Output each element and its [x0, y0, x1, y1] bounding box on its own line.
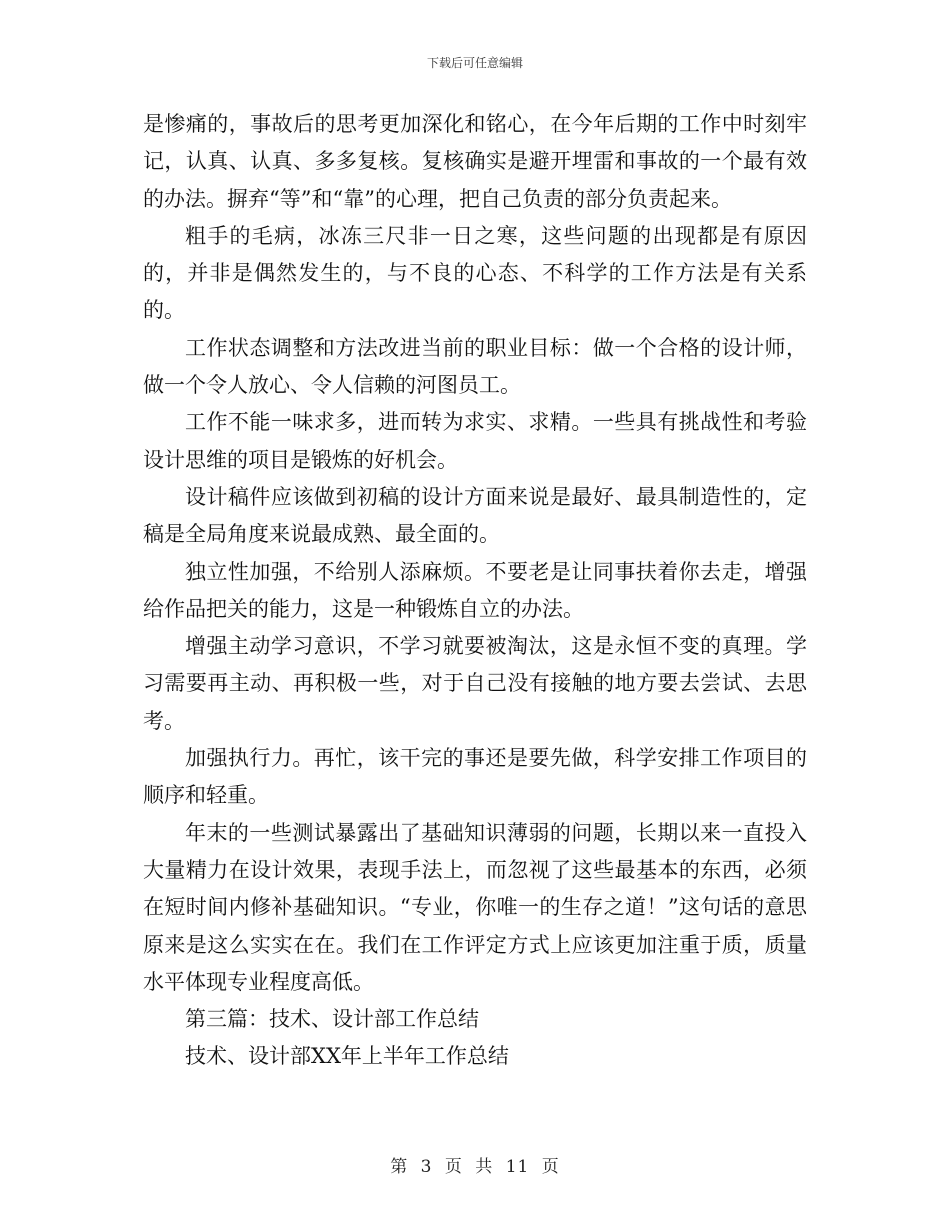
page-header: 下载后可任意编辑: [426, 56, 523, 70]
paragraph-8: 加强执行力。再忙，该干完的事还是要先做，科学安排工作项目的顺序和轻重。: [143, 746, 807, 808]
paragraph-9: 年末的一些测试暴露出了基础知识薄弱的问题，长期以来一直投入大量精力在设计效果，表现手法上，而忽视了这些最基本的东西，必须在短时间内修补基础知识。“专业，你唯一的生存之道！”这句话的意思原来是这么实实在在。我们在工作评定方式上应该更加注重于质，质量水平体现专业程度高低。: [143, 820, 807, 994]
page-number-footer: 第 3 页 共 11 页: [390, 1157, 560, 1177]
paragraph-2: 粗手的毛病，冰冻三尺非一日之寒，这些问题的出现都是有原因的，并非是偶然发生的，与不良的心态、不科学的工作方法是有关系的。: [143, 223, 807, 323]
paragraph-1: 是惨痛的，事故后的思考更加深化和铭心，在今年后期的工作中时刻牢记，认真、认真、多多复核。复核确实是避开埋雷和事故的一个最有效的办法。摒弃“等”和“靠”的心理，把自己负责的部分负责起来。: [143, 112, 807, 211]
paragraph-5: 设计稿件应该做到初稿的设计方面来说是最好、最具制造性的，定稿是全局角度来说最成熟、最全面的。: [143, 484, 807, 547]
document-body: [143, 106, 807, 1076]
paragraph-6: 独立性加强，不给别人添麻烦。不要老是让同事扶着你去走，增强给作品把关的能力，这是一种锻炼自立的办法。: [143, 559, 807, 621]
paragraph-7: 增强主动学习意识，不学习就要被淘汰，这是永恒不变的真理。学习需要再主动、再积极一些，对于自己没有接触的地方要去尝试、去思考。: [143, 634, 807, 733]
paragraph-3: 工作状态调整和方法改进当前的职业目标：做一个合格的设计师，做一个令人放心、令人信赖的河图员工。: [143, 335, 807, 398]
paragraph-4: 工作不能一味求多，进而转为求实、求精。一些具有挑战性和考验设计思维的项目是锻炼的好机会。: [143, 410, 807, 472]
section-subheading: 技术、设计部XX年上半年工作总结: [185, 1044, 509, 1069]
section-heading: 第三篇：技术、设计部工作总结: [185, 1007, 479, 1032]
